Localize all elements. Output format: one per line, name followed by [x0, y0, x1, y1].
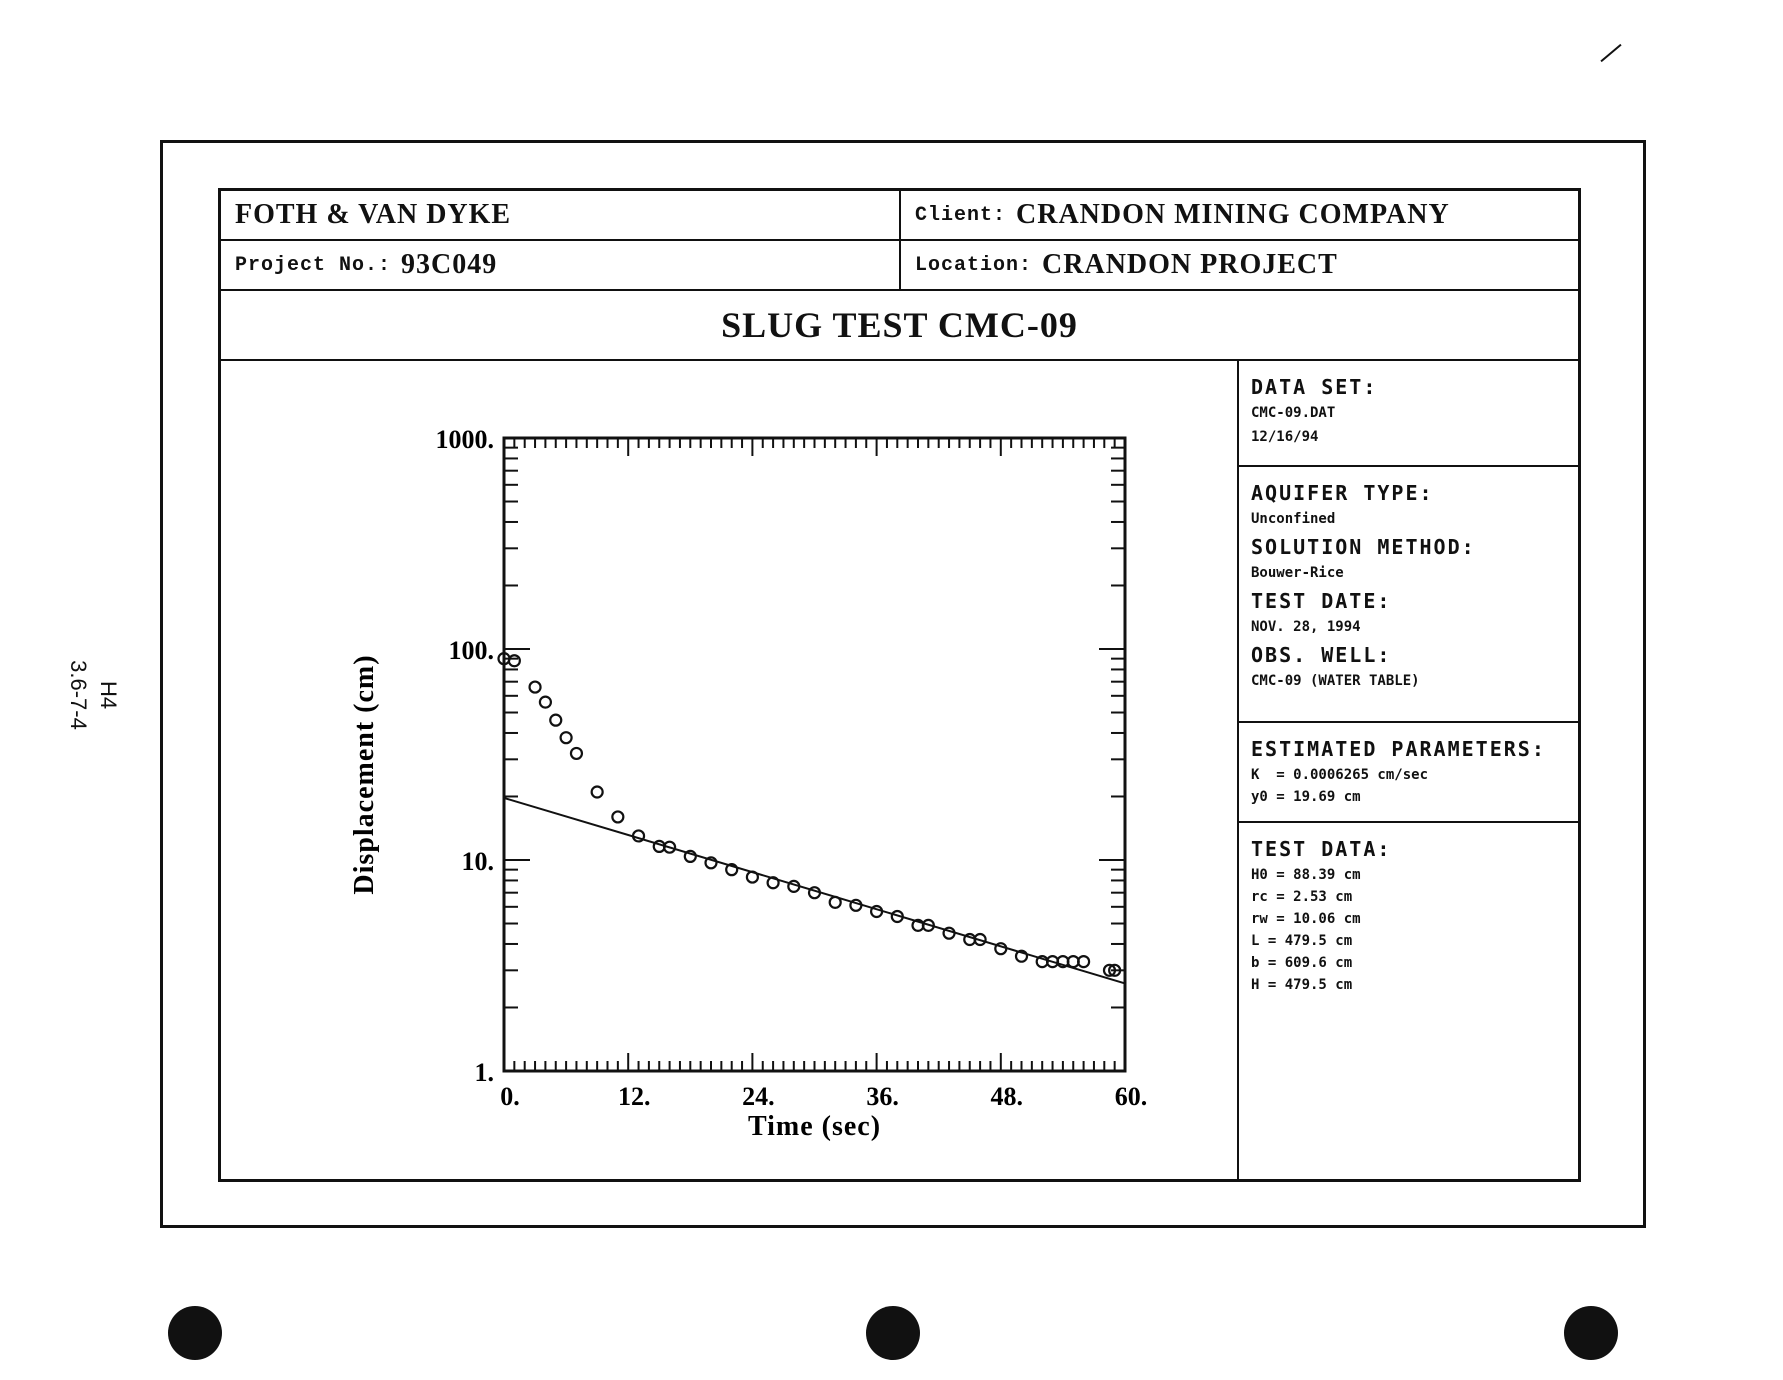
client-label: Client:: [915, 203, 1007, 227]
test-data-line: H0 = 88.39 cm: [1251, 867, 1361, 883]
y-tick-label: 10.: [461, 847, 494, 876]
client-value: CRANDON MINING COMPANY: [1016, 199, 1450, 230]
estimated-y0: y0 = 19.69 cm: [1251, 789, 1361, 805]
x-tick-label: 36.: [866, 1082, 899, 1111]
aquifer-type-label: AQUIFER TYPE:: [1251, 481, 1434, 505]
margin-note: [13, 635, 123, 755]
data-point: [571, 748, 582, 759]
solution-method-label: SOLUTION METHOD:: [1251, 535, 1476, 559]
punch-hole-center: [866, 1306, 920, 1360]
fit-line: [504, 798, 1125, 984]
plot-frame: [504, 438, 1125, 1071]
punch-hole-right: [1564, 1306, 1618, 1360]
data-set-date: 12/16/94: [1251, 429, 1319, 445]
data-point: [530, 682, 541, 693]
data-set-box: [1239, 361, 1581, 467]
chart-title: SLUG TEST CMC-09: [221, 291, 1578, 361]
x-tick-label: 24.: [742, 1082, 775, 1111]
test-data-line: rw = 10.06 cm: [1251, 911, 1361, 927]
x-axis-label: Time (sec): [747, 1111, 882, 1142]
method-box: [1239, 467, 1581, 723]
slug-test-chart: [221, 191, 1237, 1181]
test-data-line: H = 479.5 cm: [1251, 977, 1353, 993]
data-point: [995, 943, 1006, 954]
y-tick-label: 1000.: [435, 425, 494, 454]
estimated-parameters-box: [1239, 723, 1581, 823]
project-label: Project No.:: [235, 253, 392, 277]
test-date-value: NOV. 28, 1994: [1251, 619, 1361, 635]
x-tick-label: 60.: [1114, 1082, 1148, 1111]
test-data-label: TEST DATA:: [1251, 837, 1392, 861]
obs-well-label: OBS. WELL:: [1251, 643, 1392, 667]
project-value: 93C049: [401, 249, 498, 280]
y-tick-label: 100.: [448, 636, 494, 665]
data-point: [612, 811, 623, 822]
test-date-label: TEST DATE:: [1251, 589, 1392, 613]
margin-note-line1: H4: [96, 680, 121, 710]
report-sheet: [218, 188, 1581, 1182]
x-tick-label: 48.: [990, 1082, 1024, 1111]
data-point: [850, 900, 861, 911]
side-panel: [1237, 361, 1581, 1179]
data-point: [944, 928, 955, 939]
estimated-k: K = 0.0006265 cm/sec: [1251, 767, 1429, 783]
estimated-parameters-label: ESTIMATED PARAMETERS:: [1251, 737, 1546, 761]
data-point: [830, 897, 841, 908]
location-label: Location:: [915, 253, 1033, 277]
punch-hole-left: [168, 1306, 222, 1360]
data-set-label: DATA SET:: [1251, 375, 1378, 399]
location-value: CRANDON PROJECT: [1042, 249, 1338, 280]
data-point: [561, 732, 572, 743]
company-name: FOTH & VAN DYKE: [235, 199, 512, 230]
test-data-line: b = 609.6 cm: [1251, 955, 1353, 971]
data-point: [592, 787, 603, 798]
data-point: [540, 697, 551, 708]
x-tick-label: 0.: [500, 1082, 520, 1111]
obs-well-value: CMC-09 (WATER TABLE): [1251, 673, 1420, 689]
data-point: [747, 872, 758, 883]
data-point: [550, 715, 561, 726]
data-set-file: CMC-09.DAT: [1251, 405, 1336, 421]
margin-note-line2: 3.6-7-4: [66, 660, 91, 730]
y-tick-label: 1.: [474, 1058, 494, 1087]
x-tick-label: 12.: [617, 1082, 651, 1111]
data-point: [509, 655, 520, 666]
data-point: [871, 906, 882, 917]
solution-method-value: Bouwer-Rice: [1251, 565, 1344, 581]
test-data-line: rc = 2.53 cm: [1251, 889, 1353, 905]
test-data-box: [1239, 823, 1581, 1179]
aquifer-type-value: Unconfined: [1251, 511, 1336, 527]
y-axis-label: Displacement (cm): [349, 654, 380, 895]
test-data-line: L = 479.5 cm: [1251, 933, 1353, 949]
corner-pen-mark: [1600, 44, 1621, 62]
